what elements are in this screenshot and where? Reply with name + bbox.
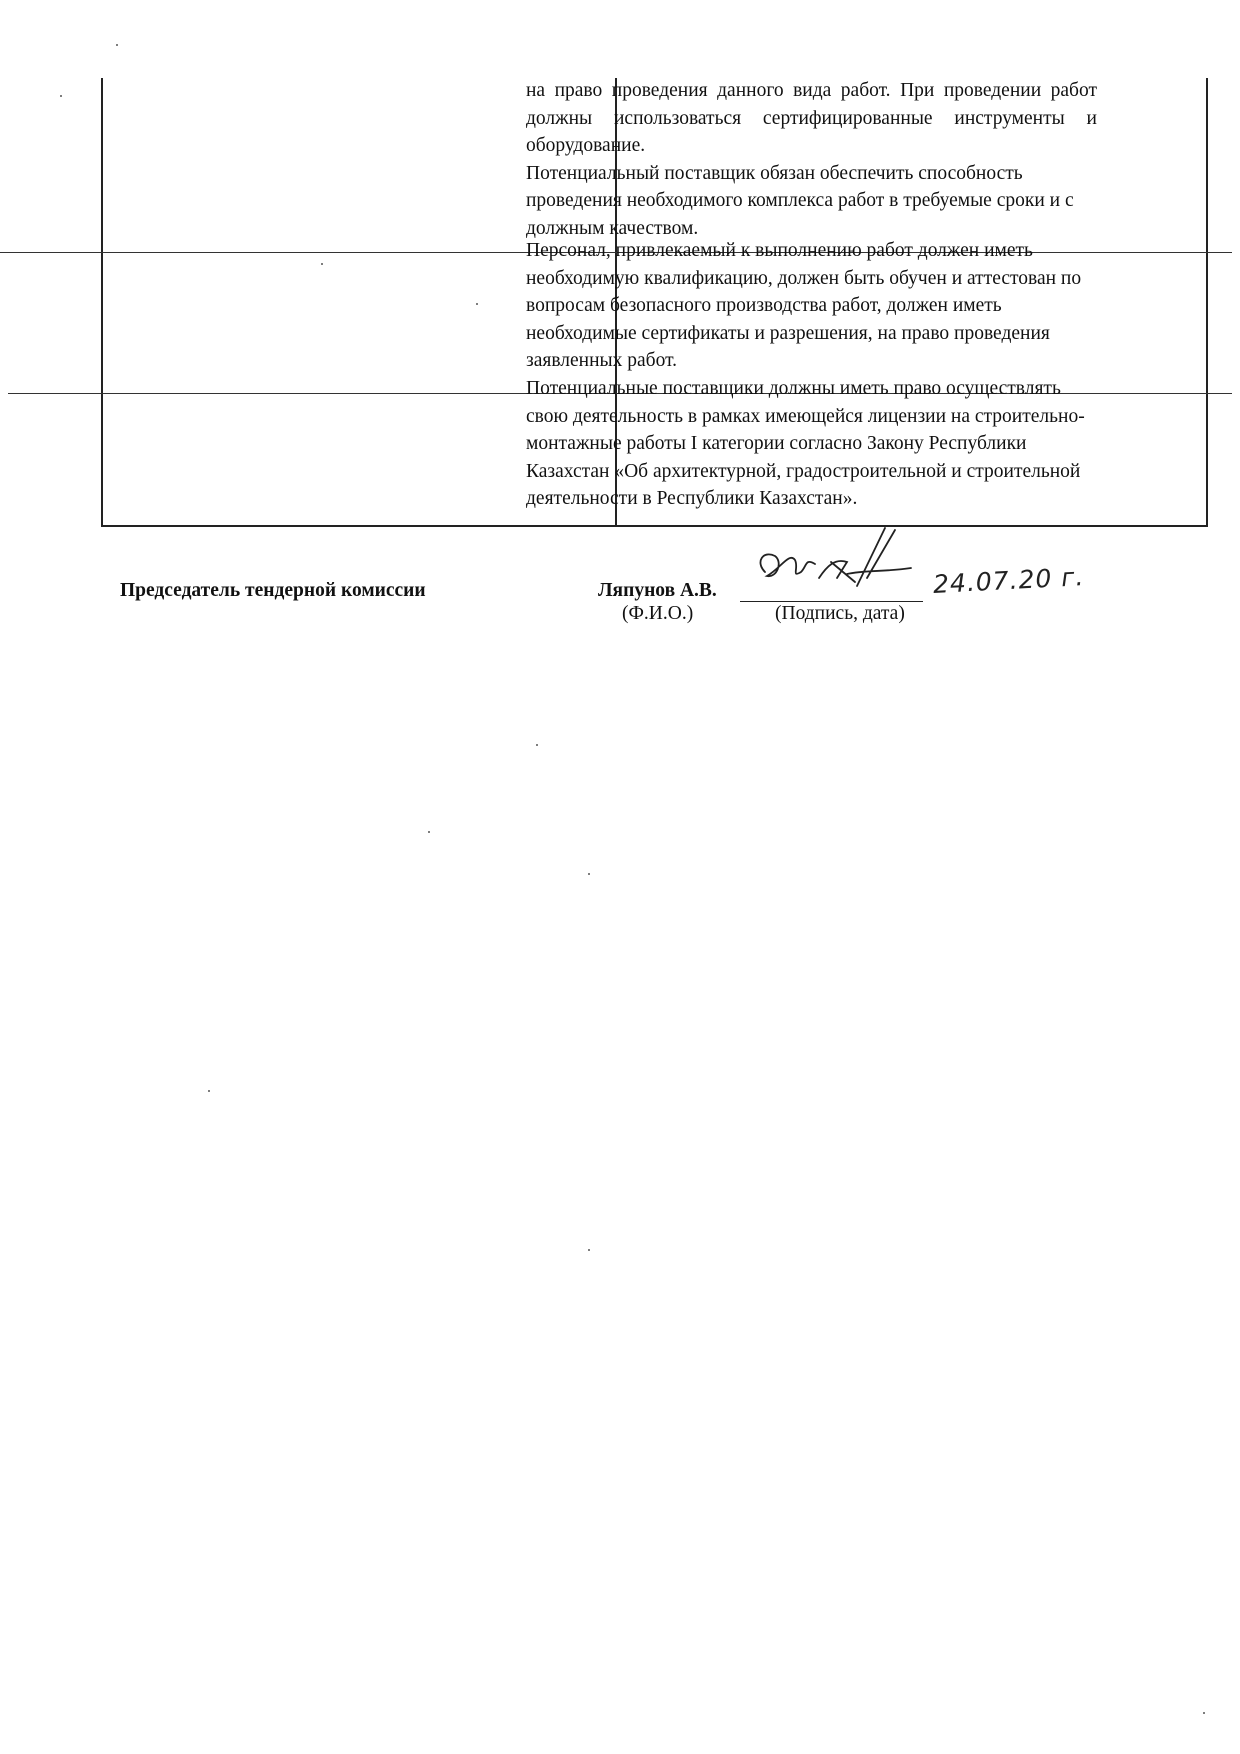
scan-speck <box>588 873 590 875</box>
table-border-left <box>101 78 103 525</box>
table-border-right <box>1206 78 1208 525</box>
table-row-1-text <box>526 77 1097 243</box>
table-paragraph: на право проведения данного вида работ. При проведении работ должны использоваться сертифицированные инструменты и оборудование. <box>526 80 1097 157</box>
table-paragraph: Персонал, привлекаемый к выполнению работ должен иметь необходимую квалификацию, должен быть обучен и аттестован по вопросам безопасного производства работ, должен иметь необходимые сертификаты и разрешения, на право проведения заявленных работ. <box>526 240 1082 372</box>
scan-speck <box>588 1249 590 1251</box>
scan-speck <box>536 744 538 746</box>
name-caption: (Ф.И.О.) <box>622 603 694 624</box>
handwritten-date: 24.07.20 г. <box>932 562 1086 599</box>
table-paragraph: Потенциальные поставщики должны иметь право осуществлять свою деятельность в рамках имеющейся лицензии на строительно-монтажные работы I категории согласно Закону Республики Казахстан «Об архитектурной, градостроительной и строительной деятельности в Республики Казахстан». <box>526 378 1085 510</box>
signature-date-caption: (Подпись, дата) <box>775 603 905 624</box>
scan-speck <box>1203 1712 1205 1714</box>
handwritten-signature <box>735 522 935 602</box>
table-paragraph: Потенциальный поставщик обязан обеспечить способность проведения необходимого комплекса работ в требуемые сроки и с должным качеством. <box>526 162 1074 239</box>
signatory-role: Председатель тендерной комиссии <box>120 580 426 601</box>
scan-speck <box>60 95 62 97</box>
scan-speck <box>208 1090 210 1092</box>
table-row-2-text <box>526 237 1097 375</box>
scan-speck <box>428 831 430 833</box>
scan-speck <box>116 44 118 46</box>
table-row-3-text <box>526 375 1097 513</box>
signatory-name: Ляпунов А.В. <box>598 580 717 601</box>
